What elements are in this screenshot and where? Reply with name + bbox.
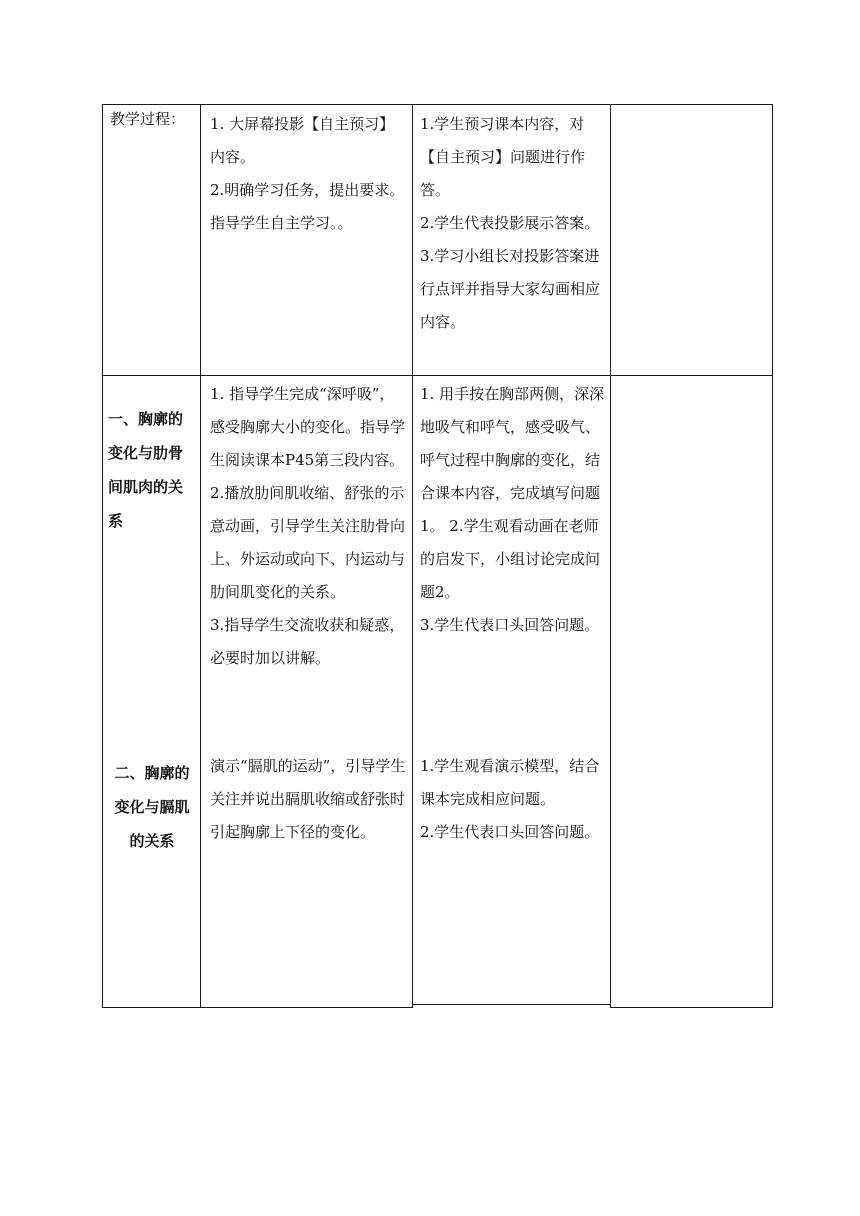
column-divider-1 xyxy=(200,104,201,1008)
section2-title-cell xyxy=(108,756,196,858)
table-border-bottom-left xyxy=(102,1007,412,1008)
column-divider-2 xyxy=(412,104,413,1008)
student-activity-6: 1.学生观看演示模型，结合课本完成相应问题。 xyxy=(420,757,600,808)
teaching-process-label: 教学过程： xyxy=(110,110,186,128)
student-activity-3: 3.学习小组长对投影答案进行点评并指导大家勾画相应内容。 xyxy=(420,247,601,331)
lesson-table xyxy=(102,104,773,1008)
student-activity-2: 2.学生代表投影展示答案。 xyxy=(420,214,600,232)
student-activity-7: 2.学生代表口头回答问题。 xyxy=(420,823,600,841)
row2-student-cell-2 xyxy=(420,750,606,849)
column-divider-3 xyxy=(610,104,611,1008)
row1-student-cell xyxy=(420,108,606,339)
table-border-bottom-mid xyxy=(412,1004,610,1005)
table-border-bottom-right xyxy=(610,1007,773,1008)
table-border-left xyxy=(102,104,103,1008)
teacher-activity-3: 1. 指导学生完成“深呼吸”，感受胸廓大小的变化。指导学生阅读课本P45第三段内容。 2.播放肋间肌收缩、舒张的示意动画，引导学生关注肋骨向上、外运动或向下、内运动与肋间肌变化的关系。 xyxy=(210,385,406,601)
table-border-right xyxy=(772,104,773,1008)
student-activity-4: 1. 用手按在胸部两侧，深深地吸气和呼气，感受吸气、呼气过程中胸廓的变化，结合课本内容，完成填写问题1。 2.学生观看动画在老师的启发下，小组讨论完成问题2。 xyxy=(420,385,605,601)
row1-teacher-cell xyxy=(210,108,406,240)
row1-label-cell xyxy=(110,106,198,132)
section2-title: 二、胸廓的变化与膈肌的关系 xyxy=(114,764,190,850)
section1-title-cell xyxy=(108,402,196,538)
row2-teacher-cell-2 xyxy=(210,750,406,849)
table-border-top xyxy=(102,104,773,105)
teacher-activity-2: 2.明确学习任务，提出要求。指导学生自主学习。。 xyxy=(210,181,405,232)
teacher-activity-1: 1. 大屏幕投影【自主预习】内容。 xyxy=(210,115,395,166)
row2-student-cell-1 xyxy=(420,378,606,642)
section1-title: 一、胸廓的变化与肋骨间肌肉的关系 xyxy=(108,410,184,530)
row2-teacher-cell-1 xyxy=(210,378,406,675)
teacher-activity-4: 3.指导学生交流收获和疑惑，必要时加以讲解。 xyxy=(210,616,405,667)
student-activity-5: 3.学生代表口头回答问题。 xyxy=(420,616,600,634)
row-divider xyxy=(102,375,773,376)
student-activity-1: 1.学生预习课本内容，对【自主预习】问题进行作答。 xyxy=(420,115,586,199)
teacher-activity-5: 演示“膈肌的运动”，引导学生关注并说出膈肌收缩或舒张时引起胸廓上下径的变化。 xyxy=(210,757,406,841)
